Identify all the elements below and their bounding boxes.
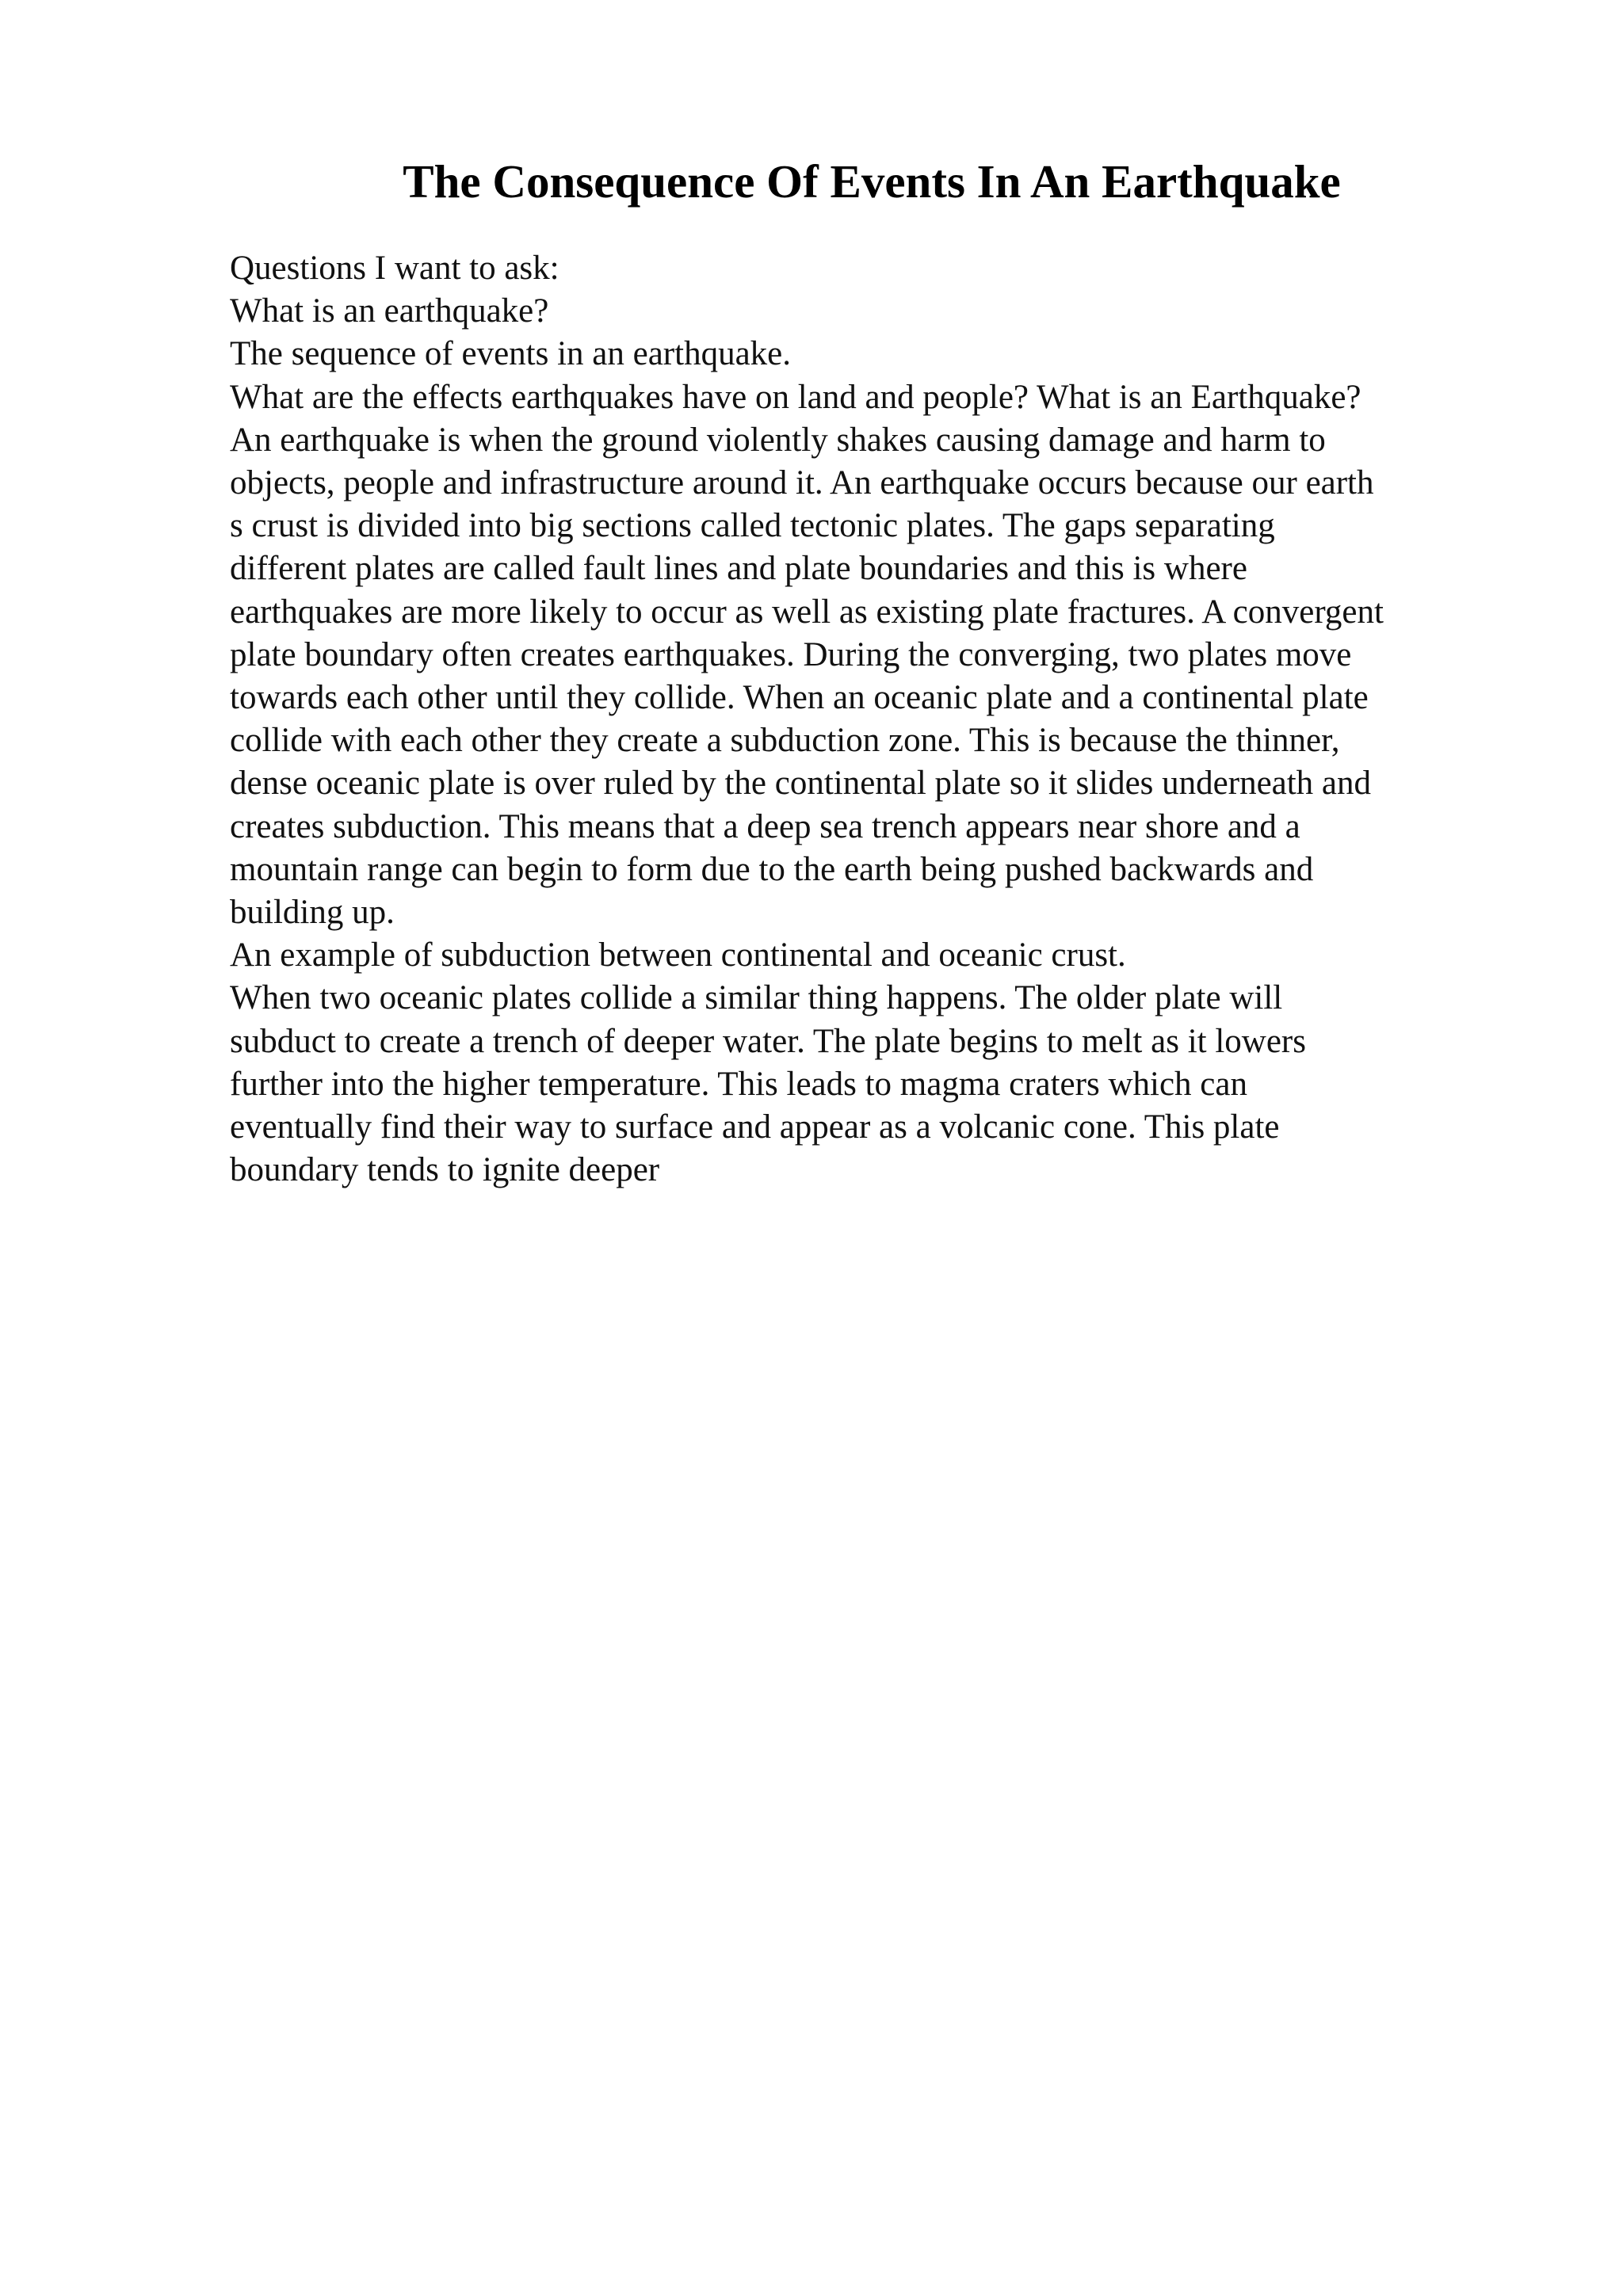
text-line: different plates are called fault lines and plate boundaries and this is where [230, 550, 1247, 588]
text-line: What are the effects earthquakes have on land and people? What is an Earthquake? [230, 378, 1361, 416]
text-line: mountain range can begin to form due to the earth being pushed backwards and [230, 850, 1314, 888]
text-line: eventually find their way to surface and appear as a volcanic cone. This plate [230, 1108, 1280, 1146]
text-line: subduct to create a trench of deeper water. The plate begins to melt as it lowers [230, 1022, 1306, 1060]
text-line: earthquakes are more likely to occur as well as existing plate fractures. A convergent [230, 593, 1384, 631]
text-line: building up. [230, 894, 395, 932]
text-line: creates subduction. This means that a deep sea trench appears near shore and a [230, 807, 1300, 845]
document-body [230, 247, 1577, 1192]
text-line: collide with each other they create a subduction zone. This is because the thinner, [230, 722, 1340, 760]
text-line: dense oceanic plate is over ruled by the continental plate so it slides underneath and [230, 765, 1372, 803]
text-line: towards each other until they collide. When an oceanic plate and a continental plate [230, 679, 1369, 717]
text-line: When two oceanic plates collide a similar thing happens. The older plate will [230, 979, 1283, 1017]
text-line: s crust is divided into big sections called tectonic plates. The gaps separating [230, 507, 1275, 545]
text-line: What is an earthquake? [230, 292, 549, 330]
text-line: plate boundary often creates earthquakes. During the converging, two plates move [230, 635, 1352, 673]
text-line: further into the higher temperature. This leads to magma craters which can [230, 1065, 1247, 1103]
text-line: boundary tends to ignite deeper [230, 1151, 660, 1189]
document-title: The Consequence Of Events In An Earthquake [403, 155, 1341, 208]
text-line: An example of subduction between continental and oceanic crust. [230, 936, 1126, 974]
text-line: objects, people and infrastructure around it. An earthquake occurs because our earth [230, 464, 1374, 502]
text-line: The sequence of events in an earthquake. [230, 335, 791, 373]
text-line: Questions I want to ask: [230, 250, 559, 287]
text-line: An earthquake is when the ground violently shakes causing damage and harm to [230, 421, 1326, 459]
